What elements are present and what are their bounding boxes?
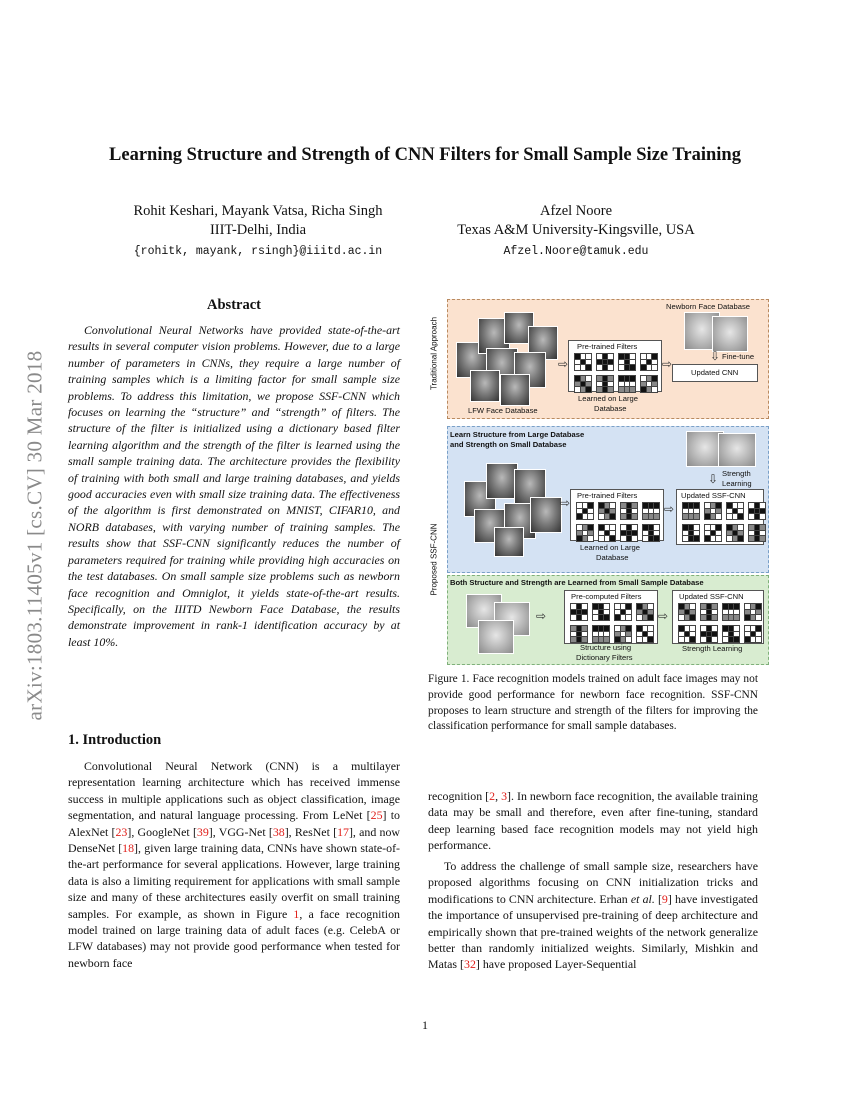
finetune-label: Fine-tune xyxy=(722,352,755,361)
filter-grid xyxy=(596,353,614,371)
traditional-approach-panel xyxy=(447,299,769,419)
filter-grid xyxy=(726,524,744,542)
filter-grid xyxy=(748,502,766,520)
arxiv-stamp: arXiv:1803.11405v1 [cs.CV] 30 Mar 2018 xyxy=(22,350,47,720)
author-group-2 xyxy=(420,202,732,261)
lfw-face-collage xyxy=(464,463,560,555)
filter-grid xyxy=(640,353,658,371)
filter-grid xyxy=(722,603,740,621)
filter-grid xyxy=(642,502,660,520)
author-group-1 xyxy=(100,202,416,261)
updated-cnn-box: Updated CNN xyxy=(672,364,758,382)
filter-grid xyxy=(576,502,594,520)
filter-grid xyxy=(592,603,610,621)
citation-link[interactable]: 25 xyxy=(370,808,383,823)
arrow-right-icon: ⇨ xyxy=(658,609,669,623)
filter-grid xyxy=(618,375,636,393)
abstract-heading: Abstract xyxy=(207,297,261,313)
lfw-label: LFW Face Database xyxy=(468,406,538,415)
filter-grid xyxy=(618,353,636,371)
filter-grid xyxy=(576,524,594,542)
filter-grid xyxy=(704,524,722,542)
author-email: {rohitk, mayank, rsingh}@iiitd.ac.in xyxy=(133,245,383,258)
intro-paragraph: Convolutional Neural Network (CNN) is a multilayer representation learning architecture which has received immense success in multiple applications such as object classification, image segmentation, and natural language processing. From LeNet [25] to AlexNet [23], GoogleNet [39], VGG-Net [38], ResNet [17], and now DenseNet [18], given large training data, CNNs have shown state-of-the-art performance for several applications. However, large training data is also a limiting requirement for applications with small sample size and many of these architectures easily overfit on small training samples. For example, as shown in Figure 1, a face recognition model trained on large training data of adult faces (e.g. CelebA or LFW databases) may not provide good performance when tested for newborn face xyxy=(68,759,401,970)
arrow-right-icon: ⇨ xyxy=(662,357,673,371)
arrow-down-icon: ⇩ xyxy=(710,349,721,363)
figure-1 xyxy=(420,293,768,665)
citation-link[interactable]: 9 xyxy=(661,891,668,906)
precomputed-filters-box: Pre-computed Filters xyxy=(564,590,658,644)
filter-grid xyxy=(636,603,654,621)
arrow-right-icon: ⇨ xyxy=(560,496,571,510)
learned-large-label: Learned on Large xyxy=(578,394,638,403)
author-names: Afzel Noore xyxy=(539,203,613,219)
filter-grid xyxy=(596,375,614,393)
author-affiliation: IIIT-Delhi, India xyxy=(209,222,307,238)
small-sample-panel: Both Structure and Strength are Learned from Small Sample Database ⇨ Pre-computed Filters Structure using Dictionary Filters ⇨ Updated SSF-CNN Strength Learning xyxy=(447,575,769,665)
filter-grid xyxy=(700,625,718,643)
filter-grid xyxy=(744,603,762,621)
filter-grid xyxy=(570,603,588,621)
pretrained-label: Pre-trained Filters xyxy=(577,342,638,351)
citation-link[interactable]: 39 xyxy=(196,824,209,839)
author-names: Rohit Keshari, Mayank Vatsa, Richa Singh xyxy=(133,203,383,219)
proposed-structure-strength-panel: Learn Structure from Large Database and Strength on Small Database ⇨ Pre-trained Filters Learned on Large Database ⇨ Strength Learning ⇩ Updated SSF-CNN xyxy=(447,426,769,573)
citation-link[interactable]: 18 xyxy=(122,841,135,856)
database-label: Database xyxy=(594,404,627,413)
filter-grid xyxy=(636,625,654,643)
filter-grid xyxy=(620,502,638,520)
filter-grid xyxy=(726,502,744,520)
body-paragraph: recognition [2, 3]. In newborn face recognition, the available training data may be small and therefore, even after fine-tuning, standard deep learning based face recognition models may not yield high performance. xyxy=(428,789,758,853)
abstract-text: Convolutional Neural Networks have provided state-of-the-art results in several computer vision problems. However, due to a large number of parameters in CNNs, they require a large number of training samples which is a limiting factor for small sample size problems. To address this limitation, we propose SSF-CNN which focuses on learning the “structure” and “strength” of filters. The structure of the filter is initialized using a dictionary based filter learning algorithm and the strength of the filter is learned using the small sample training data. The architecture provides the flexibility of training with both small and large training databases, and yields good accuracies even with small size training data. The effectiveness of the algorithm is first demonstrated on MNIST, CIFAR10, and NORB databases, with varying number of training samples. The results show that SSF-CNN significantly reduces the number of parameters required for training while providing high accuracies on the test databases. On small sample size problems such as newborn face recognition and Omniglot, it yields state-of-the-art results. Specifically, on the IIITD Newborn Face Database, the results demonstrate improvement in rank-1 identification accuracy by at least 10%. xyxy=(68,323,400,649)
newborn-face-collage xyxy=(686,431,758,467)
filter-grid xyxy=(678,603,696,621)
newborn-face-collage xyxy=(684,312,748,352)
filter-grid xyxy=(678,625,696,643)
paper-title: Learning Structure and Strength of CNN Filters for Small Sample Size Training xyxy=(109,145,741,165)
arrow-down-icon: ⇩ xyxy=(708,472,719,486)
filter-grid xyxy=(748,524,766,542)
arrow-right-icon: ⇨ xyxy=(536,609,547,623)
filter-grid xyxy=(570,625,588,643)
filter-grid xyxy=(620,524,638,542)
filter-grid xyxy=(642,524,660,542)
arrow-right-icon: ⇨ xyxy=(558,357,569,371)
filter-grid xyxy=(682,524,700,542)
figure-link[interactable]: 1 xyxy=(293,906,300,921)
filter-grid xyxy=(574,375,592,393)
filter-grid xyxy=(682,502,700,520)
filter-grid xyxy=(744,625,762,643)
pretrained-filters-box: Pre-trained Filters xyxy=(570,489,664,541)
citation-link[interactable]: 23 xyxy=(115,824,128,839)
citation-link[interactable]: 17 xyxy=(337,824,349,839)
filter-grid xyxy=(640,375,658,393)
filter-grid xyxy=(598,524,616,542)
lfw-face-collage xyxy=(456,312,556,404)
page-number: 1 xyxy=(422,1018,428,1032)
newborn-db-label: Newborn Face Database xyxy=(666,302,750,311)
updated-ssf-cnn-box: Updated SSF-CNN xyxy=(676,489,764,545)
filter-grid xyxy=(722,625,740,643)
citation-link[interactable]: 38 xyxy=(272,824,285,839)
citation-link[interactable]: 2 xyxy=(489,789,496,803)
updated-ssf-cnn-box: Updated SSF-CNN xyxy=(672,590,764,644)
citation-link[interactable]: 3 xyxy=(501,789,508,803)
filter-grid xyxy=(592,625,610,643)
filter-grid xyxy=(700,603,718,621)
pretrained-filters-box xyxy=(568,340,662,392)
filter-grid xyxy=(598,502,616,520)
filter-grid xyxy=(574,353,592,371)
body-paragraph: To address the challenge of small sample size, researchers have proposed algorithms focusing on CNN initialization tricks and modifications to CNN architecture. Erhan et al. [9] have investigated the importance of unsupervised pre-training of deep architecture and empirically shown that pre-trained weights of the network generalize better than randomly initialized weights. Similarly, Mishkin and Matas [32] have proposed Layer-Sequential xyxy=(428,859,759,972)
arrow-right-icon: ⇨ xyxy=(664,502,675,516)
filter-grid xyxy=(704,502,722,520)
traditional-label: Traditional Approach xyxy=(429,316,439,391)
section-heading-introduction: 1. Introduction xyxy=(68,732,162,748)
figure-caption: Figure 1. Face recognition models trained on adult face images may not provide good performance for newborn face recognition. SSF-CNN proposes to learn structure and strength of the filters for improving the classification performance for small sample databases. xyxy=(428,673,758,733)
filter-grid xyxy=(614,625,632,643)
proposed-label: Proposed SSF-CNN xyxy=(429,523,439,596)
citation-link[interactable]: 32 xyxy=(464,957,476,972)
filter-grid xyxy=(614,603,632,621)
newborn-face-collage xyxy=(466,594,530,654)
author-email: Afzel.Noore@tamuk.edu xyxy=(503,245,649,258)
author-affiliation: Texas A&M University-Kingsville, USA xyxy=(457,222,695,238)
